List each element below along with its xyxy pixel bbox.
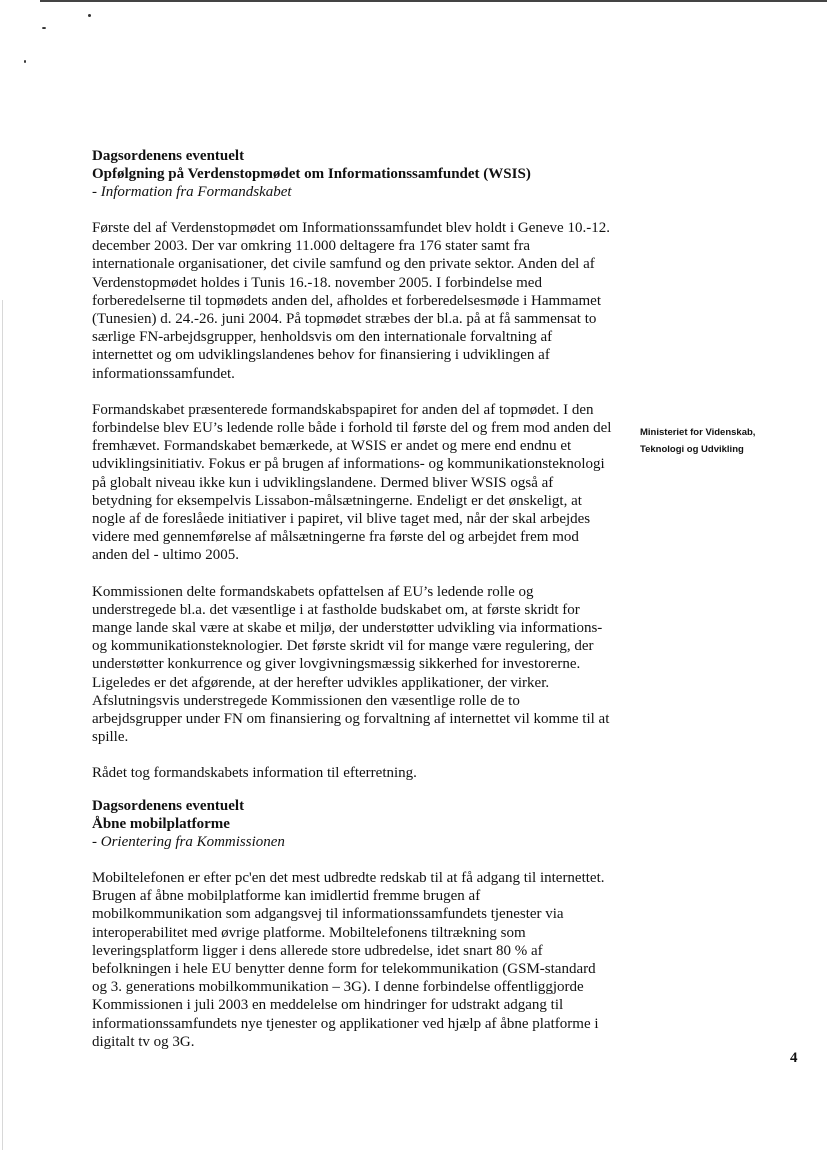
section-heading: Dagsordenens eventuelt	[92, 798, 245, 814]
ministry-note	[640, 424, 820, 458]
paragraph: Mobiltelefonen er efter pc'en det mest udbredte redskab til at få adgang til internettet. Brugen af åbne mobilplatforme kan imidlertid fremme brugen af mobilkommunikation som adgangsvej til informationssamfundets tjenester via interoperabilitet med øvrige platforme. Mobiltelefonens tiltrækning som leveringsplatform ligger i dens allerede store udbredelse, idet snart 80 % af befolkningen i hele EU benytter denne form for telekommunikation (GSM-standard og 3. generations mobilkommunikation – 3G). I denne forbindelse offentliggjorde Kommissionen i juli 2003 en meddelelse om hindringer for udstrakt adgang til informationssamfundets nye tjenester og applikationer ved hjælp af åbne platforme i digitalt tv og 3G.	[92, 870, 605, 1050]
section-mobile	[92, 797, 612, 1051]
ministry-note-line: Ministeriet for Videnskab,	[640, 427, 756, 438]
paragraph: Formandskabet præsenterede formandskabspapiret for anden del af topmødet. I den forbindelse blev EU’s ledende rolle både i forhold til første del og frem mod anden del fremhævet. Formandskabet bemærkede, at WSIS er andet og mere end endnu et udviklingsinitiativ. Fokus er på brugen af informations- og kommunikationsteknologi på globalt niveau ikke kun i udviklingslandene. Dermed bliver WSIS også af betydning for eksempelvis Lissabon-målsætningerne. Endeligt er det ønskeligt, at nogle af de foreslåede initiativer i papiret, vil blive taget med, når der skal arbejdes videre med gennemførelse af målsætningerne fra første del og arbejdet frem mod anden del - ultimo 2005.	[92, 401, 612, 564]
section-wsis	[92, 147, 612, 783]
ministry-note-line: Teknologi og Udvikling	[640, 444, 744, 455]
scan-speck	[88, 14, 91, 17]
scan-speck	[42, 27, 46, 29]
section-heading: Dagsordenens eventuelt	[92, 148, 245, 164]
section-subtitle: - Information fra Formandskabet	[92, 184, 292, 200]
scan-speck	[24, 60, 26, 63]
paragraph: Rådet tog formandskabets information til efterretning.	[92, 765, 417, 782]
paragraph: Første del af Verdenstopmødet om Informationssamfundet blev holdt i Geneve 10.-12. december 2003. Der var omkring 11.000 deltagere fra 176 stater samt fra internationale organisationer, det civile samfund og den private sektor. Anden del af Verdenstopmødet holdes i Tunis 16.-18. november 2005. I forbindelse med forberedelserne til topmødets anden del, afholdes et forberedelsesmøde i Hammamet (Tunesien) d. 24.-26. juni 2004. På topmødet stræbes der bl.a. på at få sammensat to særlige FN-arbejdsgrupper, henholdsvis om den internationale forvaltning af internettet og om udviklingslandenes behov for finansiering i udviklingen af informationssamfundet.	[92, 220, 610, 382]
section-title: Åbne mobilplatforme	[92, 816, 230, 832]
page-number: 4	[790, 1050, 798, 1066]
section-subtitle: - Orientering fra Kommissionen	[92, 834, 285, 850]
top-rule	[40, 0, 827, 2]
paragraph: Kommissionen delte formandskabets opfattelsen af EU’s ledende rolle og understregede bl.a. det væsentlige i at fastholde budskabet om, at første skridt for mange lande skal være at skabe et miljø, der understøtter udvikling via informations- og kommunikationsteknologier. Det første skridt vil for mange være regulering, der understøtter konkurrence og giver lovgivningsmæssig sikkerhed for investorerne. Ligeledes er det afgørende, at der herefter udvikles applikationer, der virker. Afslutningsvis understregede Kommissionen den væsentlige rolle de to arbejdsgrupper under FN om finansiering og forvaltning af internettet vil komme til at spille.	[92, 583, 610, 746]
scan-edge	[2, 300, 3, 1150]
section-title: Opfølgning på Verdenstopmødet om Informationssamfundet (WSIS)	[92, 166, 531, 182]
